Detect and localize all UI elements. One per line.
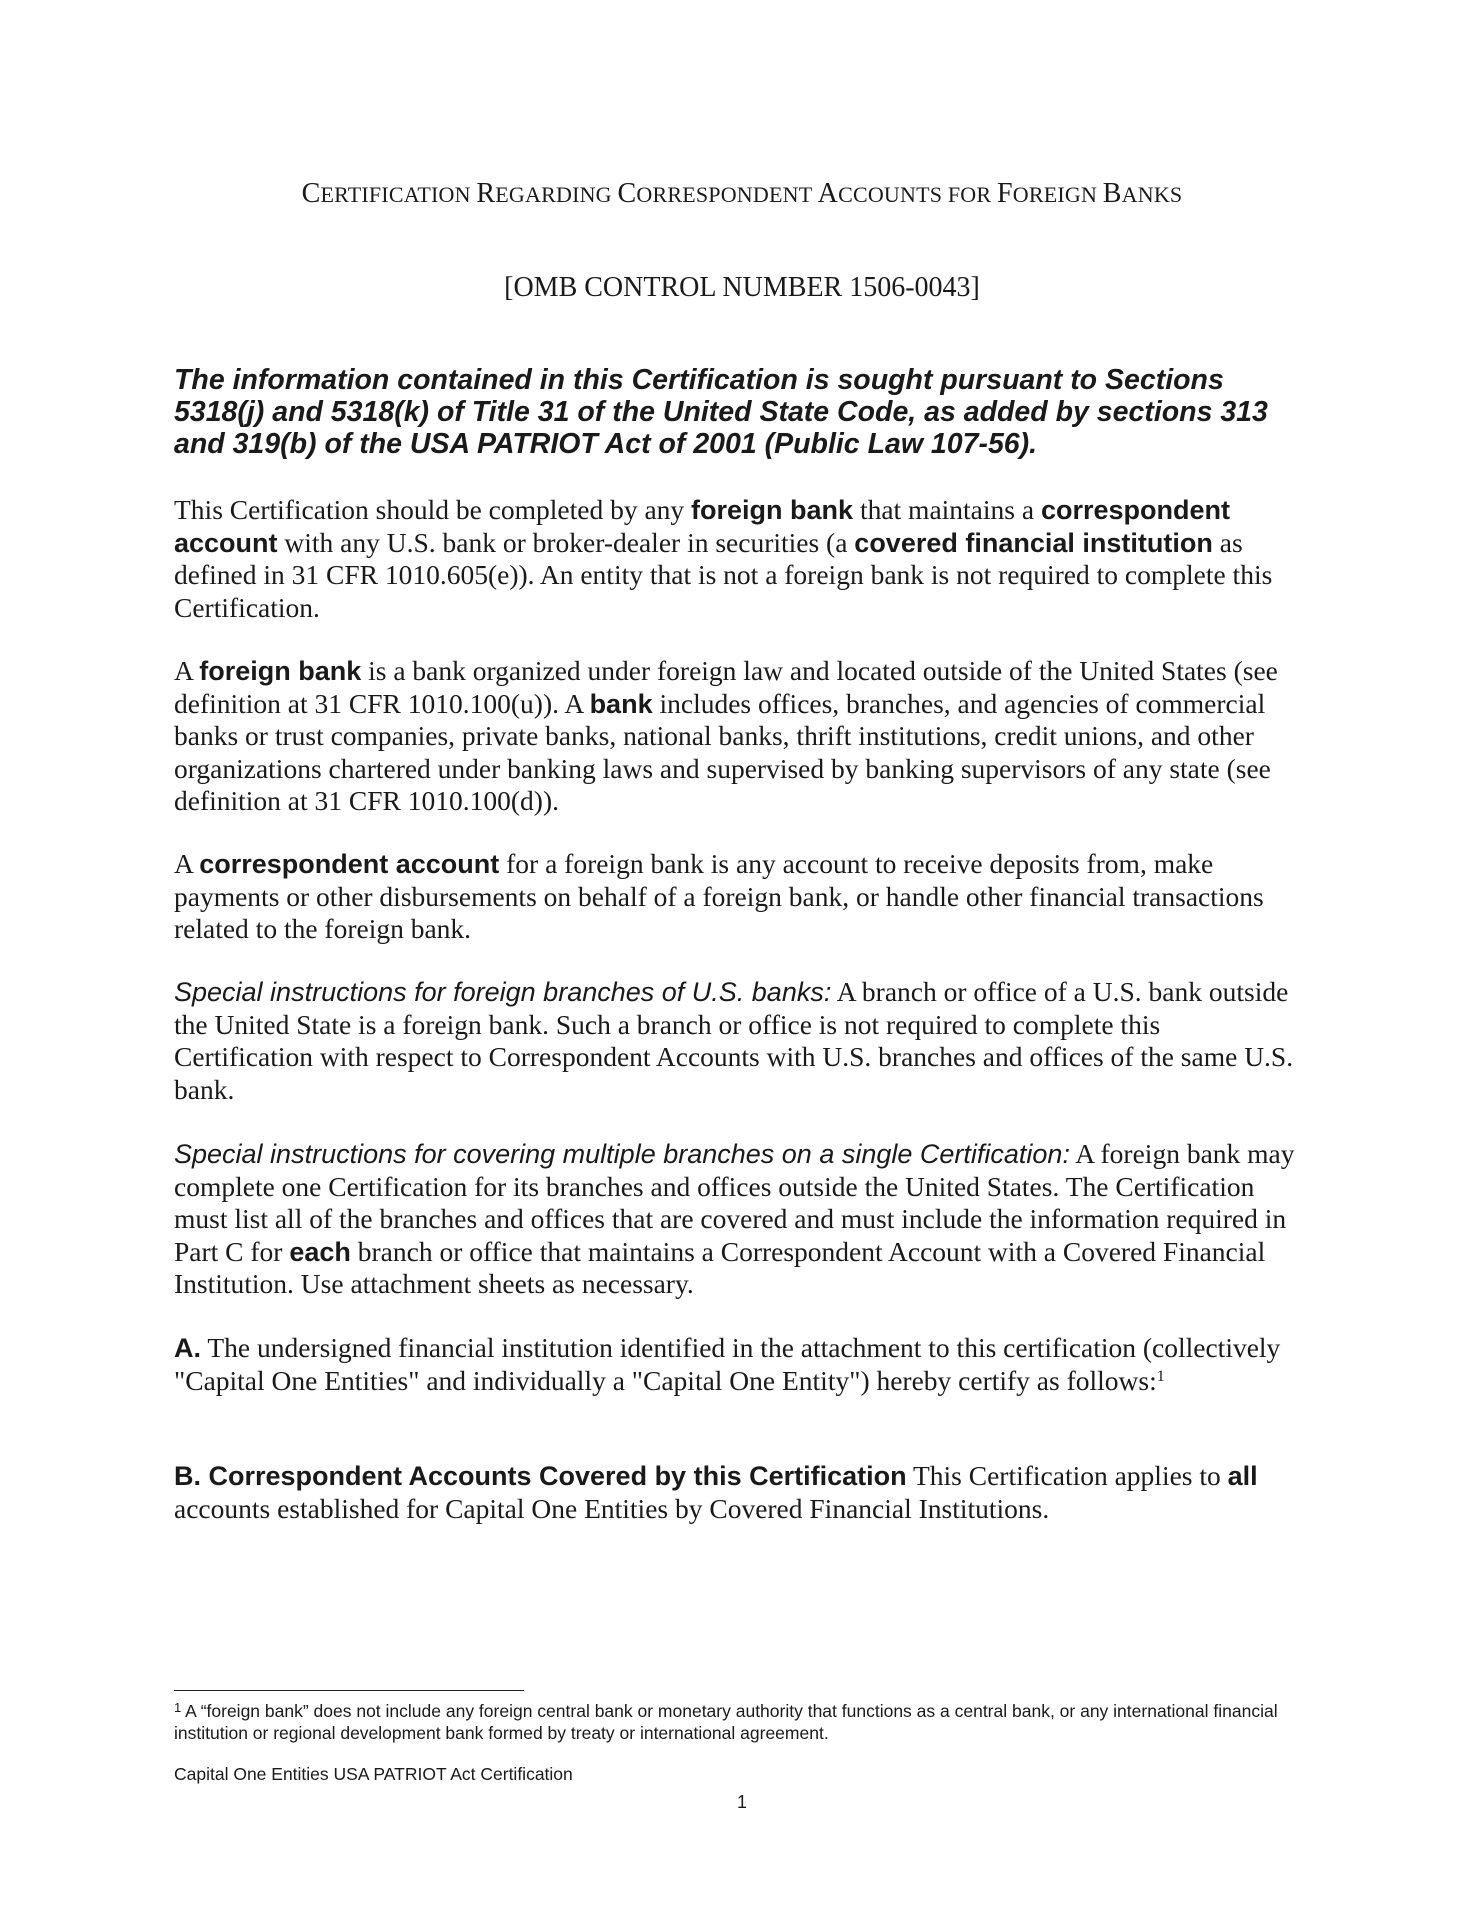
paragraph-correspondent-account-definition: A correspondent account for a foreign bank is any account to receive deposits from, make payments or other disbursements on behalf of a foreign bank, or handle other financial transactions related to the foreign bank. — [174, 848, 1264, 944]
omb-control-number: [OMB CONTROL NUMBER 1506-0043] — [504, 272, 980, 303]
paragraph-completion-requirement: This Certification should be completed by any foreign bank that maintains a correspondent account with any U.S. bank or broker-dealer in securities (a covered financial institution as defined in 31 CFR 1010.605(e)). An entity that is not a foreign bank is not required to complete this Certification. — [174, 494, 1273, 623]
paragraph-foreign-bank-definition: A foreign bank is a bank organized under foreign law and located outside of the United States (see definition at 31 CFR 1010.100(u)). A bank includes offices, branches, and agencies of commercial banks or trust companies, private banks, national banks, thrift institutions, credit unions, and other organizations chartered under banking laws and supervised by banking supervisors of any state (see definition at 31 CFR 1010.100(d)). — [174, 655, 1278, 816]
page-footer: Capital One Entities USA PATRIOT Act Certification — [174, 1764, 573, 1784]
section-b-correspondent-accounts: B. Correspondent Accounts Covered by this Certification This Certification applies to all accounts established for Capital One Entities by Covered Financial Institutions. — [174, 1460, 1258, 1524]
footnote: $^1$ A “foreign bank” does not include any foreign central bank or monetary authority that functions as a central bank, or any international financial institution or regional development bank formed by treaty or international agreement. — [174, 1700, 1278, 1743]
footnote-divider — [174, 1690, 524, 1691]
intro-statement: The information contained in this Certification is sought pursuant to Sections 5318(j) and 5318(k) of Title 31 of the United State Code, as added by sections 313 and 319(b) of the USA PATRIOT Act of 2001 (Public Law 107-56). — [174, 364, 1268, 460]
footnote-reference: 1 — [1156, 1367, 1165, 1385]
section-a-certification: A. The undersigned financial institution identified in the attachment to this certification (collectively "Capital One Entities" and individually a "Capital One Entity") hereby certify as follows:$^1$ — [174, 1332, 1281, 1396]
paragraph-foreign-branches-instructions: Special instructions for foreign branches of U.S. banks: A branch or office of a U.S. bank outside the United State is a foreign bank. Such a branch or office is not required to complete this Certification with respect to Correspondent Accounts with U.S. branches and offices of the same U.S. bank. — [174, 976, 1294, 1105]
document-title: CERTIFICATION REGARDING CORRESPONDENT ACCOUNTS FOR FOREIGN BANKS — [301, 178, 1183, 209]
page-number: 1 — [736, 1792, 747, 1812]
paragraph-multiple-branches-instructions: Special instructions for covering multiple branches on a single Certification: A foreign bank may complete one Certification for its branches and offices outside the United States. The Certification must list all of the branches and offices that are covered and must include the information required in Part C for each branch or office that maintains a Correspondent Account with a Covered Financial Institution. Use attachment sheets as necessary. — [174, 1138, 1295, 1299]
